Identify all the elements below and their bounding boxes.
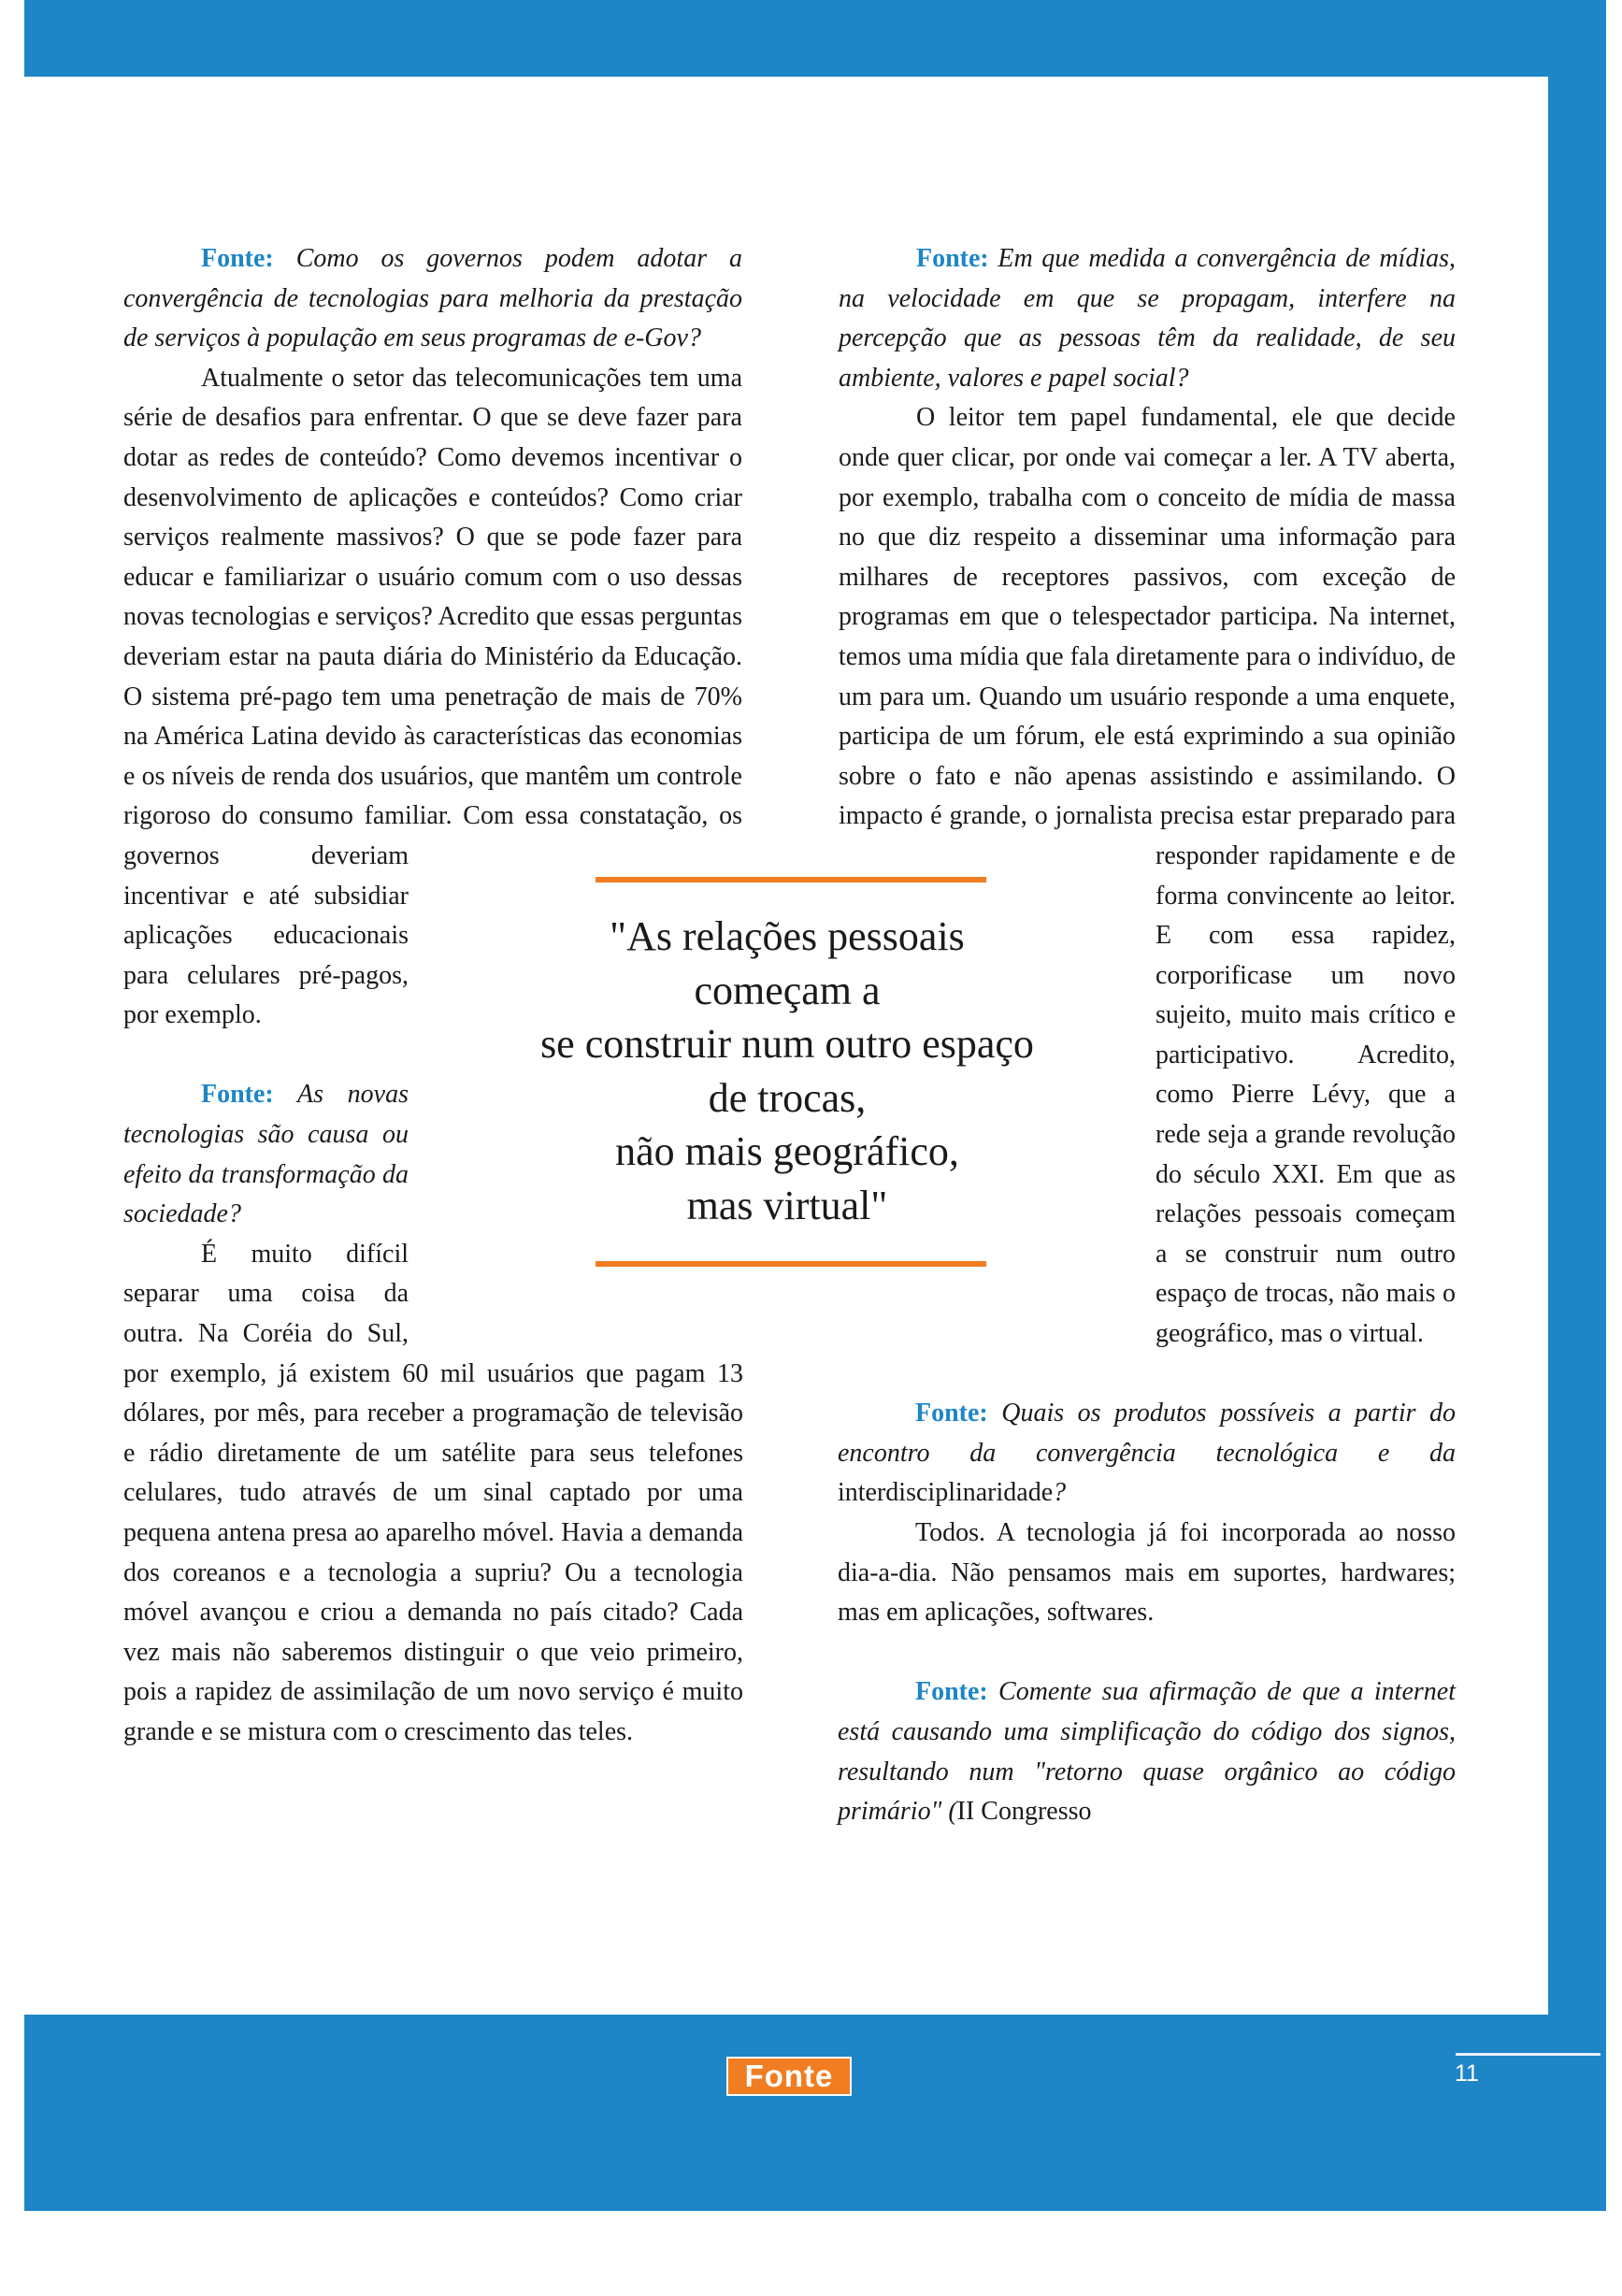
interview-question: [123, 239, 743, 359]
footer-band: [24, 2015, 1606, 2211]
question-text: As novas tecnologias são causa ou efeito da transformação da sociedade?: [123, 1080, 409, 1229]
pull-quote-line: mas virtual": [686, 1182, 888, 1228]
pull-quote-line: não mais geográfico,: [615, 1128, 959, 1174]
footer-rule: [1456, 2053, 1600, 2056]
interview-question: [838, 1672, 1456, 1831]
question-mark: ?: [1053, 1478, 1067, 1508]
pull-quote-bottom-rule: [596, 1261, 986, 1267]
question-text-upright: II Congresso: [956, 1797, 1092, 1827]
question-label: Fonte:: [201, 244, 274, 273]
question-label: Fonte:: [201, 1080, 274, 1110]
interview-answer: Atualmente o setor das telecomunicações tem uma série de desafios para enfrentar. O que se deve fazer para dotar as redes de conteúdo? Como devemos incentivar o desenvolvimento de aplicações e conteúdos? Como criar serviços realmente massivos? O que se pode fazer para educar e familiarizar o usuário comum com o uso dessas novas tecnologias e serviços? Acredito que essas perguntas deveriam estar na pauta diária do Ministério da Educação. O sistema pré-pago tem uma penetração de mais de 70% na América Latina devido às características das economias e os níveis de renda dos usuários, que mantêm um controle rigoroso do consumo familiar. Com essa constatação, os governos deveriam incentivar e até subsidiar aplicações educacionais para celulares pré-pagos, por exemplo.: [123, 363, 742, 1030]
question-text: Quais os produtos possíveis a partir do encontro da convergência tecnológica e da: [838, 1399, 1457, 1468]
fonte-logo: Fonte: [726, 2057, 852, 2096]
pull-quote-line: se construir num outro espaço: [540, 1021, 1034, 1067]
interview-question: [838, 1394, 1456, 1514]
interview-question: [838, 239, 1456, 398]
question-text-upright: interdisciplinaridade: [838, 1478, 1054, 1508]
page-number: 11: [1455, 2060, 1479, 2087]
right-frame-band: [1548, 0, 1606, 2211]
question-label: Fonte:: [916, 244, 989, 273]
pull-quote-text: [516, 910, 1058, 1232]
pull-quote-line: de trocas,: [708, 1074, 867, 1121]
interview-answer: Todos. A tecnologia já foi incorporada ao nosso dia-a-dia. Não pensamos mais em suportes, hardwares; mas em aplicações, softwares.: [838, 1518, 1456, 1628]
pull-quote-top-rule: [596, 877, 986, 883]
question-text: Como os governos podem adotar a convergência de tecnologias para melhoria da prestação de serviços à população em seus programas de e-Gov?: [123, 244, 743, 353]
pull-quote-line: "As relações pessoais: [610, 913, 965, 959]
top-frame-band: [24, 0, 1606, 77]
question-label: Fonte:: [915, 1677, 988, 1707]
question-label: Fonte:: [915, 1399, 988, 1428]
question-text: Em que medida a convergência de mídias, na velocidade em que se propagam, interfere na percepção que as pessoas têm da realidade, de seu ambiente, valores e papel social?: [839, 244, 1457, 393]
float-spacer: [742, 239, 743, 838]
interview-answer: O leitor tem papel fundamental, ele que decide onde quer clicar, por onde vai começar a ler. A TV aberta, por exemplo, trabalha com o conceito de mídia de massa no que diz respeito a disseminar uma informação para milhares de receptores passivos, com exceção de programas em que o telespectador participa. Na internet, temos uma mídia que fala diretamente para o indivíduo, de um para um. Quando um usuário responde a uma enquete, participa de um fórum, ele está exprimindo a sua opinião sobre o fato e não apenas assistindo e assimilando. O impacto é grande, o jornalista precisa estar preparado para responder rapidamente e de forma convincente ao leitor. E com essa rapidez, corporificase um novo sujeito, muito mais crítico e participativo. Acredito, como Pierre Lévy, que a rede seja a grande revolução do século XXI. Em que as relações pessoais começam a se construir num outro espaço de trocas, não mais o geográfico, mas o virtual.: [839, 403, 1456, 1349]
pull-quote: [516, 877, 1058, 1270]
question-text: Comente sua afirmação de que a internet está causando uma simplificação do código dos signos, resultando num "retorno quase orgânico ao código primário" (: [838, 1677, 1456, 1827]
pull-quote-line: começam a: [694, 967, 881, 1013]
interview-answer: É muito difícil separar uma coisa da outra. Na Coréia do Sul, por exemplo, já existem 60 mil usuários que pagam 13 dólares, por mês, para receber a programação de televisão e rádio diretamente de um satélite para seus telefones celulares, tudo através de um sinal captado por uma pequena antena presa ao aparelho móvel. Havia a demanda dos coreanos e a tecnologia a supriu? Ou a tecnologia móvel avançou e criou a demanda no país citado? Cada vez mais não saberemos distinguir o que veio primeiro, pois a rapidez de assimilação de um novo serviço é muito grande e se mistura com o crescimento das teles.: [123, 1239, 743, 1746]
